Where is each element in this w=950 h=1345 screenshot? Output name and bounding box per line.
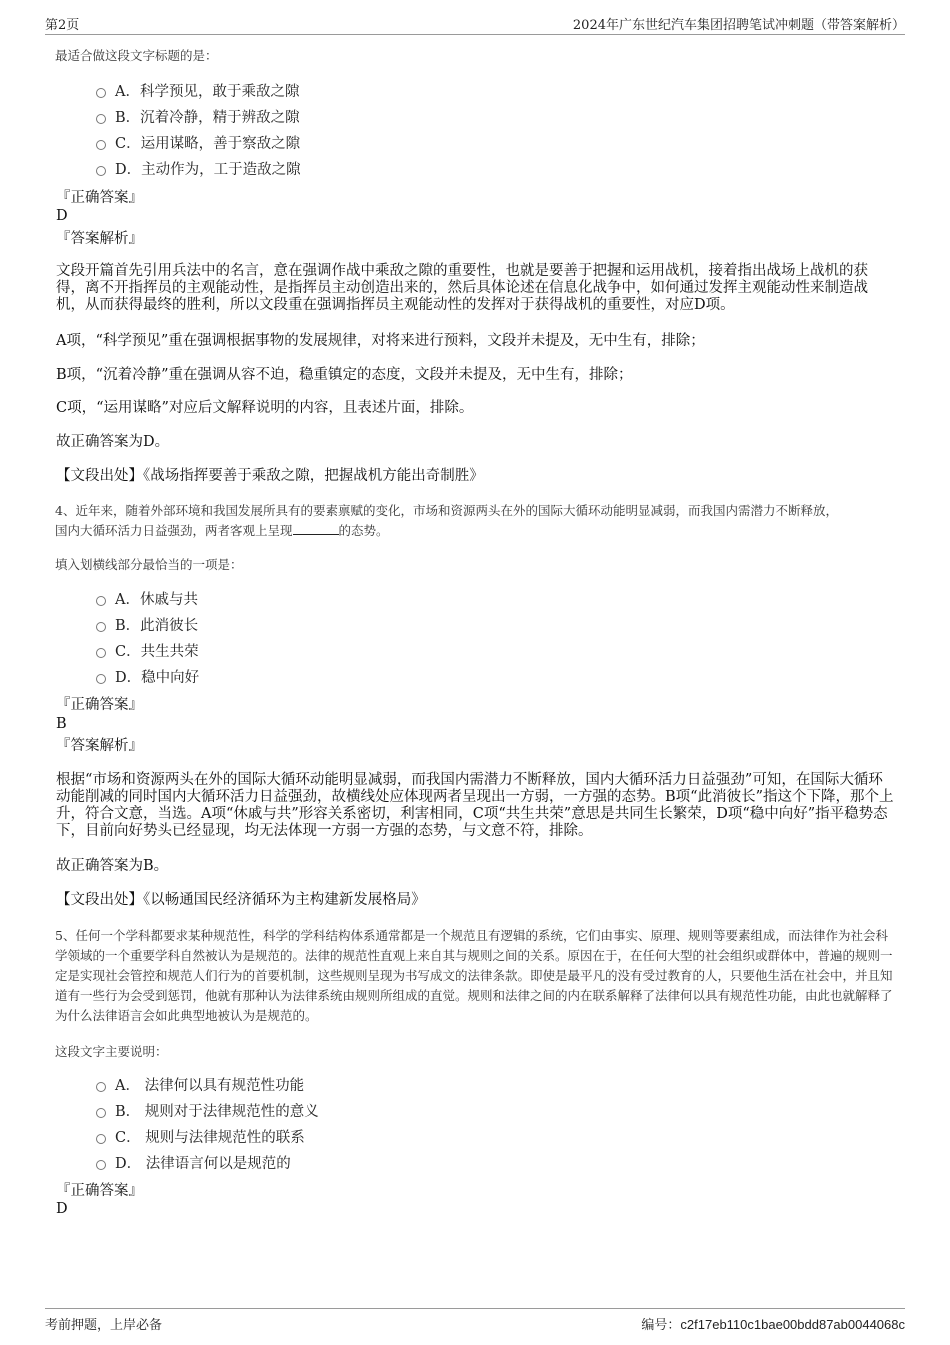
q4-analysis-label: 『答案解析』 [56, 738, 143, 754]
q4-option-c[interactable]: C．共生共荣 [96, 642, 199, 662]
q3-analysis: 文段开篇首先引用兵法中的名言，意在强调作战中乘敌之隙的重要性，也就是要善于把握和运用战机，接着指出战场上战机的获得，离不开指挥员的主观能动性，是指挥员主动创造出来的，然后具体论述在信息化战争中，如何通过发挥主观能动性来制造战机，从而获得最终的胜利，所以文段重在强调指挥员主观能动性的发挥对于获得战机的重要性，对应D项。 [56, 263, 868, 313]
radio-icon[interactable] [96, 596, 106, 606]
q4-prompt: 填入划横线部分最恰当的一项是： [55, 557, 243, 572]
q5-option-a[interactable]: A． 法律何以具有规范性功能 [96, 1076, 304, 1096]
q3-note-c: C项，“运用谋略”对应后文解释说明的内容，且表述片面，排除。 [56, 400, 474, 416]
q3-option-d[interactable]: D．主动作为，工于造敌之隙 [96, 160, 301, 180]
q4-option-d[interactable]: D．稳中向好 [96, 668, 199, 688]
q3-option-a[interactable]: A．科学预见，敢于乘敌之隙 [96, 82, 299, 102]
q3-prompt: 最适合做这段文字标题的是： [55, 48, 218, 63]
q4-option-a[interactable]: A．休戚与共 [96, 590, 198, 610]
radio-icon[interactable] [96, 1134, 106, 1144]
q3-analysis-label: 『答案解析』 [56, 231, 143, 247]
radio-icon[interactable] [96, 1082, 106, 1092]
q4-conclusion: 故正确答案为B。 [56, 858, 169, 874]
q5-option-c[interactable]: C． 规则与法律规范性的联系 [96, 1128, 305, 1148]
q5-answer-label: 『正确答案』 [56, 1183, 143, 1199]
page-header [45, 12, 905, 35]
q4-analysis: 根据“市场和资源两头在外的国际大循环动能明显减弱，而我国内需潜力不断释放，国内大循环活力日益强劲”可知，在国际大循环动能削减的同时国内大循环活力日益强劲，故横线处应体现两者呈现出一方弱，一方强的态势。B项“此消彼长”指这个下降，那个上升，符合文意，当选。A项“休戚与共”形容关系密切，利害相同，C项“共生共荣”意思是共同生长繁荣，D项“稳中向好”指平稳势态下，目前向好势头已经显现，均无法体现一方弱一方强的态势，与文意不符，排除。 [56, 772, 894, 839]
page-number: 第2页 [45, 18, 80, 33]
radio-icon[interactable] [96, 622, 106, 632]
q3-note-b: B项，“沉着冷静”重在强调从容不迫，稳重镇定的态度，文段并未提及，无中生有，排除； [56, 367, 633, 383]
q3-answer-label: 『正确答案』 [56, 190, 143, 206]
q5-option-b[interactable]: B． 规则对于法律规范性的意义 [96, 1102, 319, 1122]
q5-option-d[interactable]: D． 法律语言何以是规范的 [96, 1154, 291, 1174]
radio-icon[interactable] [96, 140, 106, 150]
q4-stem-line1: 4、近年来，随着外部环境和我国发展所具有的要素禀赋的变化，市场和资源两头在外的国际大循环动能明显减弱，而我国内需潜力不断释放， [55, 503, 838, 518]
footer-slogan: 考前押题，上岸必备 [45, 1318, 163, 1333]
q5-prompt: 这段文字主要说明： [55, 1044, 168, 1059]
q4-stem-line2: 国内大循环活力日益强劲，两者客观上呈现 的态势。 [55, 523, 389, 538]
q4-answer: B [56, 716, 67, 732]
document-code: 编号：c2f17eb110c1bae00bdd87ab0044068c [641, 1317, 905, 1333]
q4-option-b[interactable]: B．此消彼长 [96, 616, 198, 636]
q3-option-b[interactable]: B．沉着冷静，精于辨敌之隙 [96, 108, 300, 128]
radio-icon[interactable] [96, 88, 106, 98]
q4-answer-label: 『正确答案』 [56, 697, 143, 713]
document-title: 2024年广东世纪汽车集团招聘笔试冲刺题（带答案解析） [572, 18, 905, 33]
q3-answer: D [56, 208, 68, 224]
q3-source: 【文段出处】《战场指挥要善于乘敌之隙，把握战机方能出奇制胜》 [56, 468, 484, 484]
q4-source: 【文段出处】《以畅通国民经济循环为主构建新发展格局》 [56, 892, 426, 908]
q3-conclusion: 故正确答案为D。 [56, 434, 170, 450]
radio-icon[interactable] [96, 114, 106, 124]
radio-icon[interactable] [96, 1160, 106, 1170]
q5-stem: 5、任何一个学科都要求某种规范性，科学的学科结构体系通常都是一个规范且有逻辑的系统，它们由事实、原理、规则等要素组成，而法律作为社会科学领域的一个重要学科自然被认为是规范的。法律的规范性直观上来自其与规则之间的关系。原因在于，在任何大型的社会组织或群体中，普遍的规则一定是实现社会管控和规范人们行为的首要机制，这些规则呈现为书写成文的法律条款。即使是最平凡的没有受过教育的人，只要他生活在社会中，并且知道有一些行为会受到惩罚，他就有那种认为法律系统由规则所组成的直觉。规则和法律之间的内在联系解释了法律何以具有规范性功能，由此也就解释了为什么法律语言会如此典型地被认为是规范的。 [55, 928, 893, 1023]
page-footer [45, 1308, 905, 1333]
radio-icon[interactable] [96, 648, 106, 658]
radio-icon[interactable] [96, 166, 106, 176]
fill-blank [293, 522, 339, 535]
radio-icon[interactable] [96, 674, 106, 684]
q3-option-c[interactable]: C．运用谋略，善于察敌之隙 [96, 134, 300, 154]
q5-answer: D [56, 1201, 68, 1217]
q3-note-a: A项，“科学预见”重在强调根据事物的发展规律，对将来进行预料，文段并未提及，无中生有，排除； [56, 333, 705, 349]
radio-icon[interactable] [96, 1108, 106, 1118]
